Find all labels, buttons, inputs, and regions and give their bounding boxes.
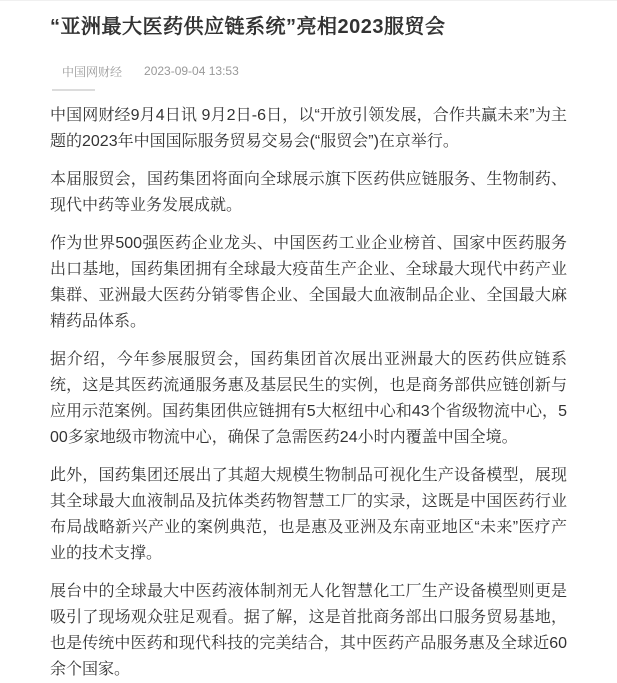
article-paragraph: 展台中的全球最大中医药液体制剂无人化智慧化工厂生产设备模型则更是吸引了现场观众驻足观看。据了解，这是首批商务部出口服务贸易基地，也是传统中医药和现代科技的完美结合，其中医药产品服务惠及全球近60余个国家。: [50, 583, 567, 678]
article-paragraph: 本届服贸会，国药集团将面向全球展示旗下医药供应链服务、生物制药、现代中药等业务发展成就。: [50, 171, 567, 214]
article-paragraph: 作为世界500强医药企业龙头、中国医药工业企业榜首、国家中医药服务出口基地，国药集团拥有全球最大疫苗生产企业、全球最大现代中药产业集群、亚洲最大医药分销零售企业、全国最大血液制品企业、全国最大麻精药品体系。: [50, 235, 567, 330]
article-paragraph: 据介绍，今年参展服贸会，国药集团首次展出亚洲最大的医药供应链系统，这是其医药流通服务惠及基层民生的实例，也是商务部供应链创新与应用示范案例。国药集团供应链拥有5大枢纽中心和43个省级物流中心，500多家地级市物流中心，确保了急需医药24小时内覆盖中国全境。: [50, 351, 567, 446]
source-underline-divider: [52, 89, 95, 91]
article-title: “亚洲最大医药供应链系统”亮相2023服贸会: [50, 16, 446, 38]
article-body: [50, 103, 567, 683]
source-name-link[interactable]: 中国网财经: [62, 64, 123, 79]
article-paragraph: 此外，国药集团还展出了其超大规模生物制品可视化生产设备模型，展现其全球最大血液制品及抗体类药物智慧工厂的实录，这既是中国医药行业布局战略新兴产业的案例典范，也是惠及亚洲及东南亚地区“未来”医疗产业的技术支撑。: [50, 467, 567, 562]
article-paragraph: 中国网财经9月4日讯 9月2日-6日，以“开放引领发展，合作共赢未来”为主题的2023年中国国际服务贸易交易会(“服贸会”)在京举行。: [50, 107, 567, 150]
publish-date: 2023-09-04 13:53: [144, 64, 239, 78]
article-meta: [50, 63, 567, 79]
